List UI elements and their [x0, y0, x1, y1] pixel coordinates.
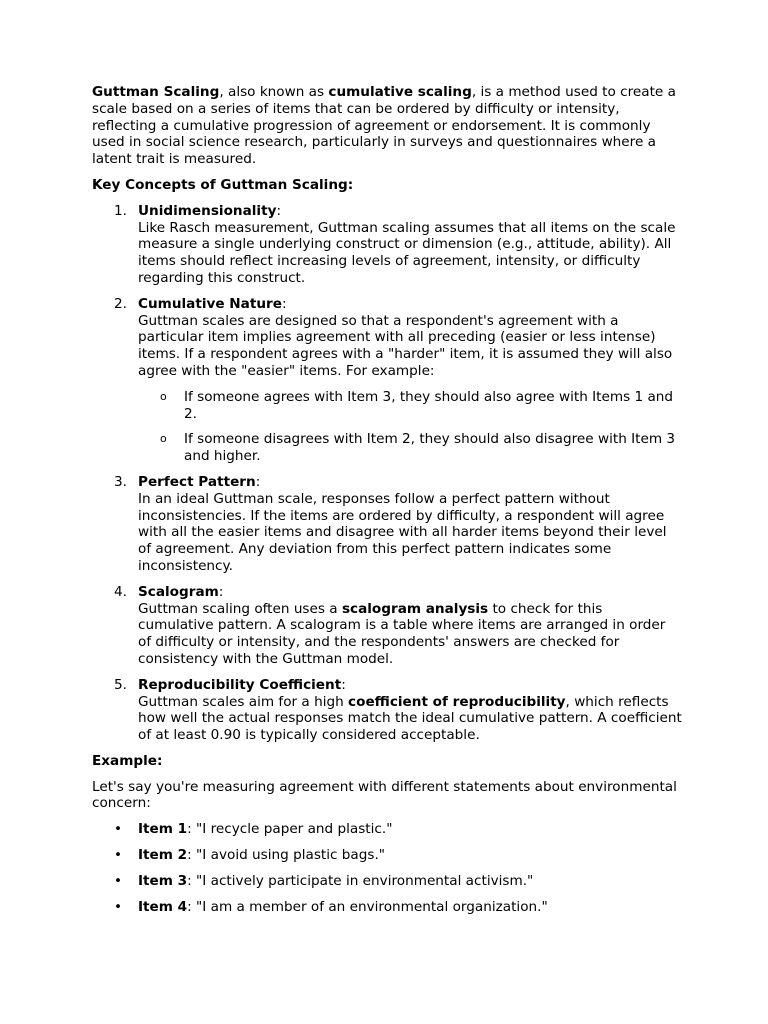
sub-list-item: o If someone disagrees with Item 2, they should also disagree with Item 3 and higher.	[160, 431, 676, 465]
concepts-list	[92, 203, 682, 744]
list-number: 2.	[114, 295, 127, 312]
list-item: • Item 4: "I am a member of an environmental organization."	[114, 898, 548, 915]
circle-bullet-icon: o	[160, 432, 167, 446]
concept-item-1: 1. Unidimensionality: Like Rasch measurement, Guttman scaling assumes that all items on the scale measure a single underlying construct or dimension (e.g., attitude, ability). All items should reflect increasing levels of agreement, intensity, or difficulty regarding this construct.	[92, 203, 682, 287]
concept-item-3: 3. Perfect Pattern: In an ideal Guttman scale, responses follow a perfect pattern without inconsistencies. If the items are ordered by difficulty, a respondent will agree with all the easier items and disagree with all harder items beyond their level of agreement. Any deviation from this perfect pattern indicates some inconsistency.	[92, 474, 682, 575]
intro-paragraph	[92, 84, 682, 168]
concept-body: Like Rasch measurement, Guttman scaling assumes that all items on the scale measure a single underlying construct or dimension (e.g., attitude, ability). All items should reflect increasing levels of agreement, intensity, or difficulty regarding this construct.	[138, 219, 676, 286]
bullet-icon: •	[114, 898, 123, 915]
concept-item-5: 5. Reproducibility Coefficient: Guttman scales aim for a high coefficient of reproducibility, which reflects how well the actual responses match the ideal cumulative pattern. A coefficient of at least 0.90 is typically considered acceptable.	[114, 676, 682, 744]
sub-list-item: o If someone agrees with Item 3, they should also agree with Items 1 and 2.	[160, 388, 674, 422]
concept-item-2: 2. Cumulative Nature: Guttman scales are designed so that a respondent's agreement with a particular item implies agreement with all preceding (easier or less intense) items. If a respondent agrees with a "harder" item, it is assumed they will also agree with the "easier" items. For example: o If someone agrees with Item 3, they should also agree with Items 1 and 2. o If someone disagrees with Item 2, they should also disagree with Item 3 and higher.	[92, 296, 682, 465]
list-item: • Item 1: "I recycle paper and plastic."	[114, 821, 393, 838]
concept-title: Scalogram	[138, 583, 219, 600]
bullet-icon: •	[114, 821, 123, 838]
concept-body: In an ideal Guttman scale, responses follow a perfect pattern without inconsistencies. If the items are ordered by difficulty, a respondent will agree with all the easier items and disagree with all harder items beyond their level of agreement. Any deviation from this perfect pattern indicates some inconsistency.	[138, 490, 667, 574]
concept-title: Reproducibility Coefficient	[138, 676, 342, 693]
document-page	[92, 84, 682, 924]
intro-alias: cumulative scaling	[328, 84, 472, 100]
bullet-icon: •	[114, 872, 123, 889]
concept-body: Guttman scales aim for a high coefficient of reproducibility, which reflects how well the actual responses match the ideal cumulative pattern. A coefficient of at least 0.90 is typically considered acceptable.	[138, 693, 682, 744]
example-items-list	[92, 821, 682, 915]
list-number: 1.	[114, 202, 127, 219]
circle-bullet-icon: o	[160, 389, 167, 403]
concept-title: Unidimensionality	[138, 202, 277, 219]
concept-title: Perfect Pattern	[138, 473, 256, 490]
key-concepts-heading: Key Concepts of Guttman Scaling:	[92, 176, 354, 193]
sub-list	[138, 389, 682, 465]
intro-term: Guttman Scaling	[92, 84, 220, 100]
example-intro: Let's say you're measuring agreement with different statements about environmental concern:	[92, 778, 677, 812]
concept-item-4: 4. Scalogram: Guttman scaling often uses a scalogram analysis to check for this cumulative pattern. A scalogram is a table where items are arranged in order of difficulty or intensity, and the respondents' answers are checked for consistency with the Guttman model.	[92, 584, 682, 668]
list-item: • Item 2: "I avoid using plastic bags."	[114, 847, 386, 864]
list-number: 5.	[114, 676, 127, 693]
concept-body: Guttman scales are designed so that a respondent's agreement with a particular item implies agreement with all preceding (easier or less intense) items. If a respondent agrees with a "harder" item, it is assumed they will also agree with the "easier" items. For example:	[138, 312, 673, 379]
list-item: • Item 3: "I actively participate in environmental activism."	[114, 872, 534, 889]
example-heading: Example:	[92, 752, 163, 769]
concept-body: Guttman scaling often uses a scalogram analysis to check for this cumulative pattern. A scalogram is a table where items are arranged in order of difficulty or intensity, and the respondents' answers are checked for consistency with the Guttman model.	[138, 600, 666, 667]
concept-title: Cumulative Nature	[138, 295, 282, 312]
intro-text-1: , also known as	[219, 84, 329, 100]
intro-text-2: , is a method used to create a scale based on a series of items that can be ordered by difficulty or intensity, reflecting a cumulative progression of agreement or endorsement. It is commonly used in social science research, particularly in surveys and questionnaires where a latent trait is measured.	[92, 84, 676, 168]
list-number: 4.	[114, 583, 127, 600]
list-number: 3.	[114, 473, 127, 490]
bullet-icon: •	[114, 847, 123, 864]
